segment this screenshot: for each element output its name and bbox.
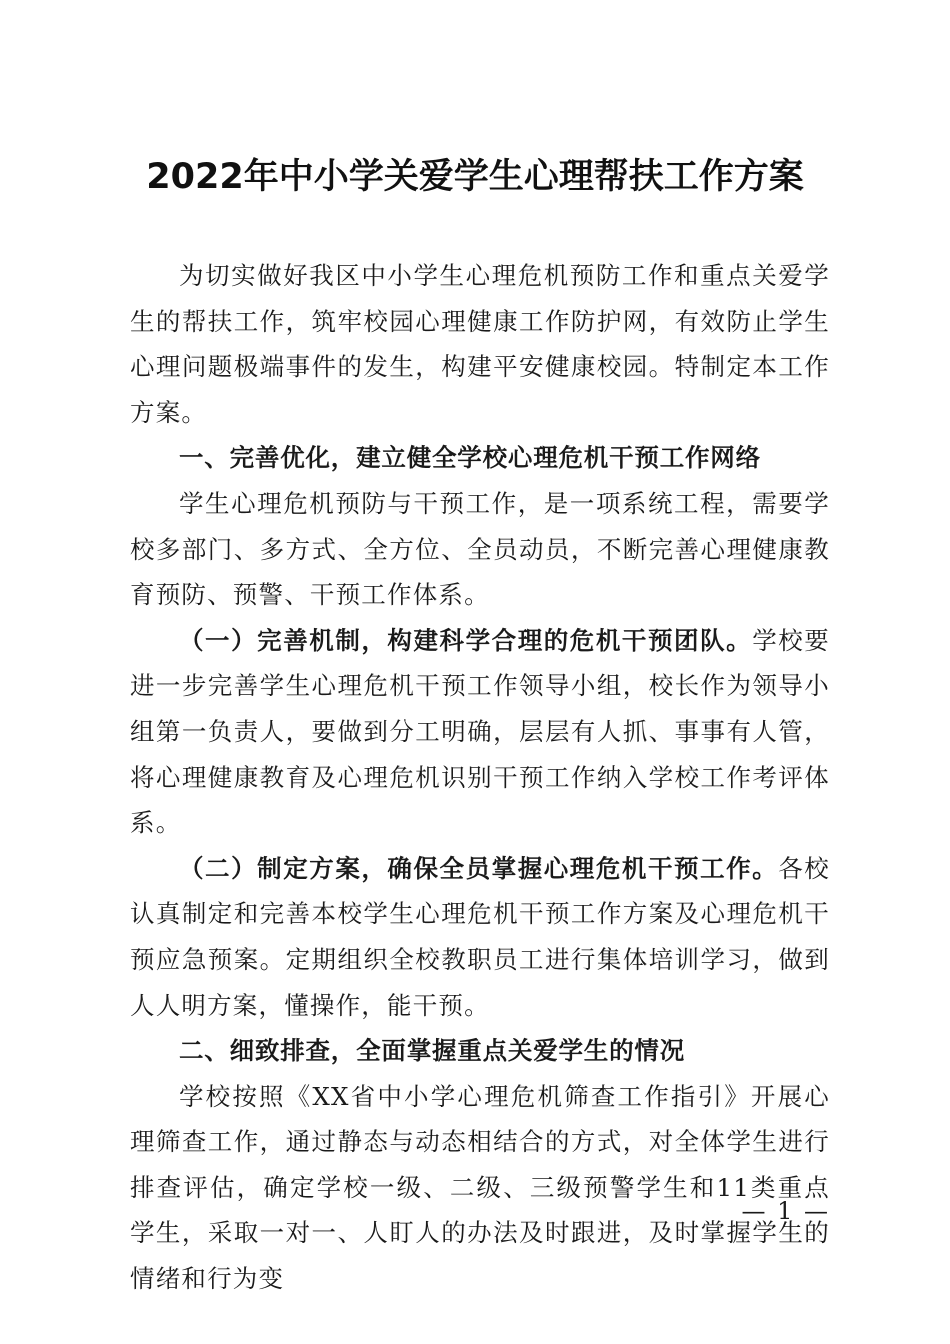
section-1-item-2: [130, 846, 830, 1028]
document-body: [130, 253, 830, 1302]
document-title: 2022年中小学关爱学生心理帮扶工作方案: [146, 157, 804, 197]
section-1-item-1: [130, 618, 830, 846]
item-1-text: 学校要进一步完善学生心理危机干预工作领导小组，校长作为领导小组第一负责人，要做到分工明确，层层有人抓、事事有人管，将心理健康教育及心理危机识别干预工作纳入学校工作考评体系。: [130, 625, 830, 838]
section-1-heading: 一、完善优化，建立健全学校心理危机干预工作网络: [179, 443, 761, 473]
page-number: — 1 —: [741, 1197, 830, 1225]
section-2-heading: 二、细致排查，全面掌握重点关爱学生的情况: [179, 1036, 685, 1066]
intro-paragraph: 为切实做好我区中小学生心理危机预防工作和重点关爱学生的帮扶工作，筑牢校园心理健康工作防护网，有效防止学生心理问题极端事件的发生，构建平安健康校园。特制定本工作方案。: [130, 261, 830, 427]
item-2-text: 各校认真制定和完善本校学生心理危机干预工作方案及心理危机干预应急预案。定期组织全校教职员工进行集体培训学习，做到人人明方案，懂操作，能干预。: [130, 853, 830, 1020]
section-1-paragraph: 学生心理危机预防与干预工作，是一项系统工程，需要学校多部门、多方式、全方位、全员动员，不断完善心理健康教育预防、预警、干预工作体系。: [130, 488, 830, 610]
section-2-paragraph: 学校按照《XX省中小学心理危机筛查工作指引》开展心理筛查工作，通过静态与动态相结合的方式，对全体学生进行排查评估，确定学校一级、二级、三级预警学生和11类重点学生，采取一对一、人盯人的办法及时跟进，及时掌握学生的情绪和行为变: [130, 1081, 830, 1294]
item-1-heading: （一）完善机制，构建科学合理的危机干预团队。: [179, 625, 753, 655]
item-2-heading: （二）制定方案，确保全员掌握心理危机干预工作。: [179, 853, 779, 883]
